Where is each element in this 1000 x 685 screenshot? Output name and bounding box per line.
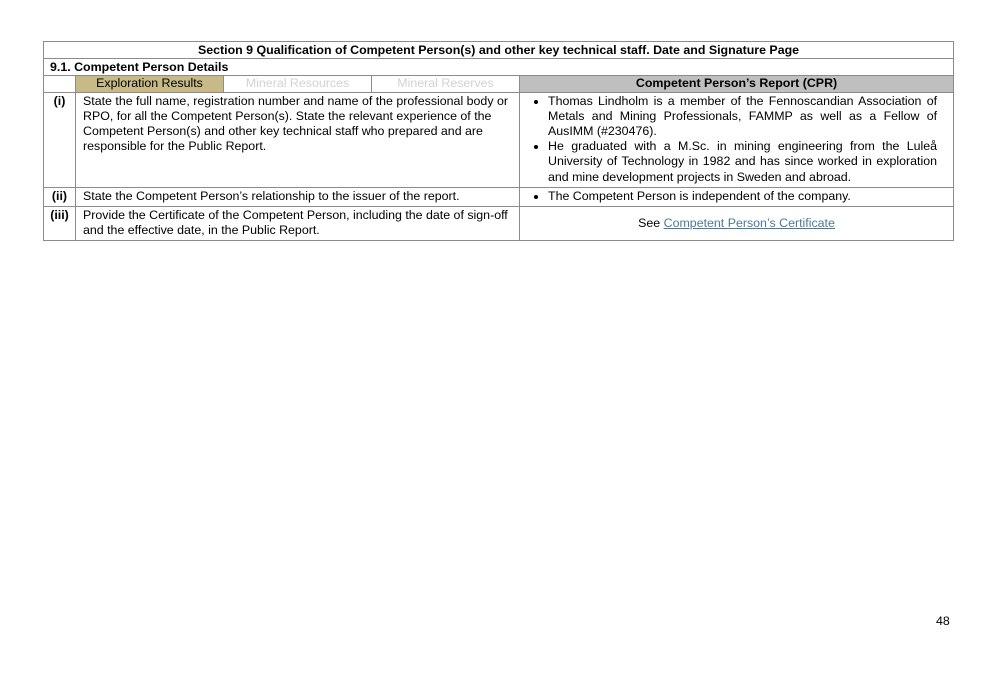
section-title: Section 9 Qualification of Competent Person(s) and other key technical staff. Date and Signature Page	[44, 42, 954, 59]
response-bullet: • The Competent Person is independent of the company.	[548, 189, 937, 204]
response-cell	[520, 187, 954, 206]
requirement-text: State the Competent Person’s relationship to the issuer of the report.	[76, 187, 520, 206]
tab-mineral-resources[interactable]: Mineral Resources	[224, 76, 372, 92]
tab-exploration-results[interactable]: Exploration Results	[76, 76, 224, 92]
requirement-text: State the full name, registration number and name of the professional body or RPO, for all the Competent Person(s). State the relevant experience of the Competent Person(s) and other key technical staff who prepared and are responsible for the Public Report.	[76, 92, 520, 187]
response-bullet: • He graduated with a M.Sc. in mining engineering from the Luleå University of Technology in 1982 and has since worked in exploration and mine development projects in Sweden and abroad.	[548, 139, 937, 185]
response-bullet-list	[520, 94, 937, 185]
response-cell	[520, 207, 954, 241]
response-bullet: • Thomas Lindholm is a member of the Fennoscandian Association of Metals and Mining Professionals, FAMMP as well as a Fellow of AusIMM (#230476).	[548, 94, 937, 140]
table-row	[44, 187, 954, 206]
response-bullet-list	[520, 189, 937, 204]
tab-spacer-cell	[44, 76, 76, 92]
subsection-title: 9.1. Competent Person Details	[44, 59, 954, 76]
table-row	[44, 207, 954, 241]
cpr-column-header: Competent Person’s Report (CPR)	[520, 76, 954, 92]
row-number: (i)	[44, 92, 76, 187]
see-prefix: See	[638, 216, 661, 231]
row-number: (iii)	[44, 207, 76, 241]
certificate-link[interactable]: Competent Person’s Certificate	[663, 216, 835, 231]
row-number: (ii)	[44, 187, 76, 206]
tab-mineral-reserves[interactable]: Mineral Reserves	[372, 76, 520, 92]
page-number: 48	[936, 614, 950, 628]
table-row	[44, 92, 954, 187]
requirement-text: Provide the Certificate of the Competent Person, including the date of sign-off and the effective date, in the Public Report.	[76, 207, 520, 241]
competent-person-table	[43, 41, 954, 241]
response-cell	[520, 92, 954, 187]
